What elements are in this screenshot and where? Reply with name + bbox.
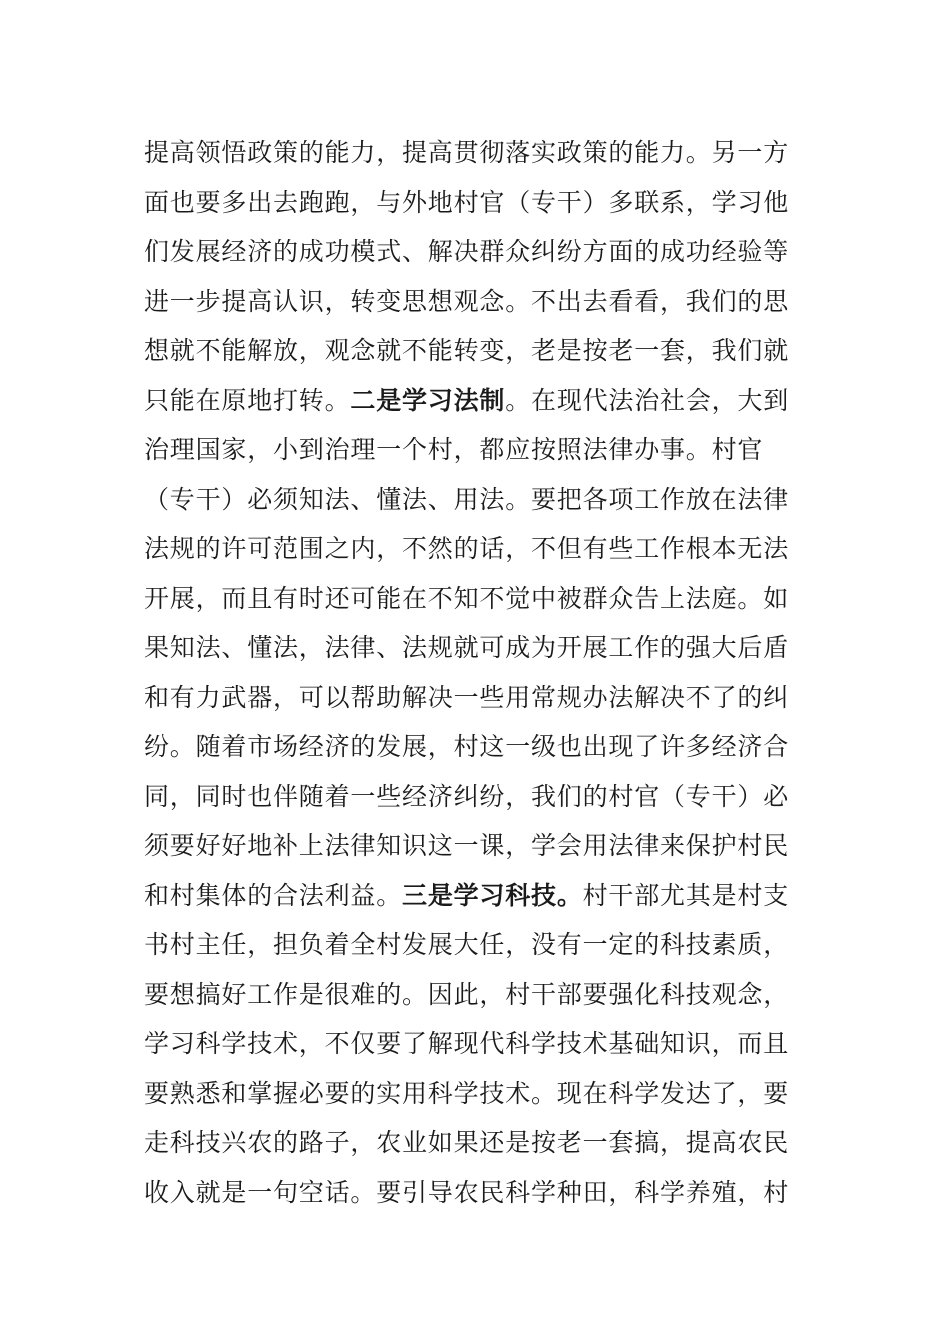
text-line: [144, 376, 814, 426]
text-segment: 只能在原地打转。: [144, 385, 351, 415]
text-line: [144, 475, 814, 525]
text-segment: 要熟悉和掌握必要的实用科学技术。现在科学发达了，要: [144, 1078, 790, 1108]
text-line: [144, 425, 814, 475]
text-segment: 想就不能解放，观念就不能转变，老是按老一套，我们就: [144, 336, 790, 365]
text-line: [144, 772, 814, 822]
text-line: [144, 673, 814, 723]
text-line: [144, 227, 814, 277]
text-segment: 走科技兴农的路子，农业如果还是按老一套搞，提高农民: [144, 1128, 790, 1157]
text-segment: 书村主任，担负着全村发展大任，没有一定的科技素质，: [144, 930, 790, 959]
text-line: [144, 970, 814, 1020]
text-line: [144, 574, 814, 624]
text-segment: 。在现代法治社会，大到: [505, 385, 790, 415]
text-line: [144, 821, 814, 871]
text-segment: 须要好好地补上法律知识这一课，学会用法律来保护村民: [144, 831, 790, 860]
body-text: [144, 128, 814, 1217]
text-line: [144, 326, 814, 376]
text-segment: 们发展经济的成功模式、解决群众纠纷方面的成功经验等: [144, 237, 790, 266]
text-line: [144, 1118, 814, 1168]
text-segment: 面也要多出去跑跑，与外地村官（专干）多联系，学习他: [144, 187, 790, 217]
text-segment: 提高领悟政策的能力，提高贯彻落实政策的能力。另一方: [144, 138, 790, 167]
text-line: [144, 128, 814, 178]
text-segment: 果知法、懂法，法律、法规就可成为开展工作的强大后盾: [144, 633, 790, 662]
text-line: [144, 722, 814, 772]
text-segment: 和有力武器，可以帮助解决一些用常规办法解决不了的纠: [144, 682, 790, 712]
text-line: [144, 871, 814, 921]
text-segment: 法规的许可范围之内，不然的话，不但有些工作根本无法: [144, 534, 790, 563]
text-line: [144, 623, 814, 673]
text-segment: 收入就是一句空话。要引导农民科学种田，科学养殖，村: [144, 1177, 790, 1207]
text-line: [144, 1019, 814, 1069]
bold-heading-text: 三是学习科技。: [402, 880, 583, 910]
text-line: [144, 524, 814, 574]
text-segment: 进一步提高认识，转变思想观念。不出去看看，我们的思: [144, 286, 790, 316]
text-segment: 治理国家，小到治理一个村，都应按照法律办事。村官: [144, 435, 764, 464]
text-line: [144, 1168, 814, 1218]
text-line: [144, 920, 814, 970]
text-segment: 村干部尤其是村支: [582, 880, 790, 910]
text-segment: （专干）必须知法、懂法、用法。要把各项工作放在法律: [144, 484, 790, 514]
text-line: [144, 1069, 814, 1119]
text-segment: 要想搞好工作是很难的。因此，村干部要强化科技观念，: [144, 979, 790, 1009]
text-line: [144, 178, 814, 228]
text-segment: 学习科学技术，不仅要了解现代科学技术基础知识，而且: [144, 1029, 790, 1058]
text-segment: 同，同时也伴随着一些经济纠纷，我们的村官（专干）必: [144, 781, 790, 811]
text-segment: 开展，而且有时还可能在不知不觉中被群众告上法庭。如: [144, 583, 790, 613]
bold-heading-text: 二是学习法制: [350, 385, 506, 415]
text-segment: 纷。随着市场经济的发展，村这一级也出现了许多经济合: [144, 732, 790, 761]
text-line: [144, 277, 814, 327]
text-segment: 和村集体的合法利益。: [144, 880, 403, 910]
